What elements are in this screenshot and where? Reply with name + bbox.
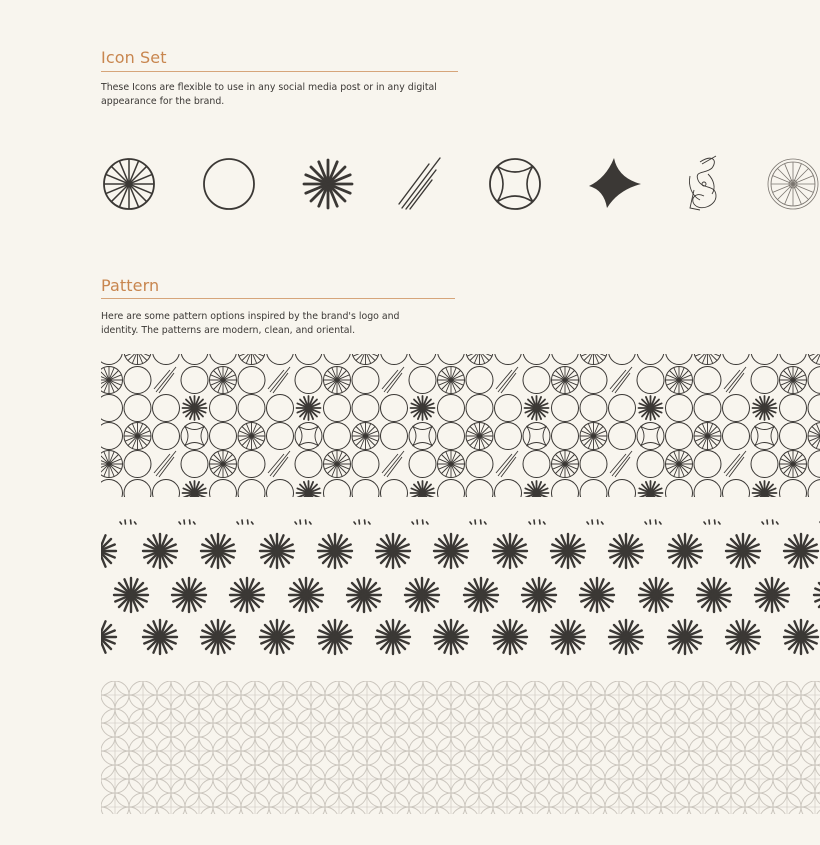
icon-set-row xyxy=(0,150,820,220)
pattern-description-line-2: identity. The patterns are modern, clean, and oriental. xyxy=(101,325,356,336)
starburst-icon xyxy=(304,160,352,208)
calligraphy-icon xyxy=(689,156,716,210)
circle-icon xyxy=(204,159,254,209)
pattern-title: Pattern xyxy=(101,276,160,295)
slash-lines-icon xyxy=(399,158,440,209)
concave-square-circle-icon xyxy=(490,159,540,209)
wheel-icon xyxy=(104,159,154,209)
overlapping-circles-pattern xyxy=(101,681,820,814)
circle-icon-pattern xyxy=(101,354,820,497)
pattern-description-line-1: Here are some pattern options inspired by the brand's logo and xyxy=(101,311,400,322)
icon-set-title: Icon Set xyxy=(101,48,167,67)
four-point-star-icon xyxy=(589,158,641,208)
icon-set-divider xyxy=(101,71,458,72)
pattern-description xyxy=(101,310,400,338)
pattern-divider xyxy=(101,298,455,299)
icon-set-description-line-1: These Icons are flexible to use in any social media post or in any digital xyxy=(101,82,437,93)
icon-set-description-line-2: appearance for the brand. xyxy=(101,96,225,107)
icon-set-description xyxy=(101,81,437,109)
rosette-icon xyxy=(768,159,818,209)
starburst-pattern xyxy=(101,512,820,657)
